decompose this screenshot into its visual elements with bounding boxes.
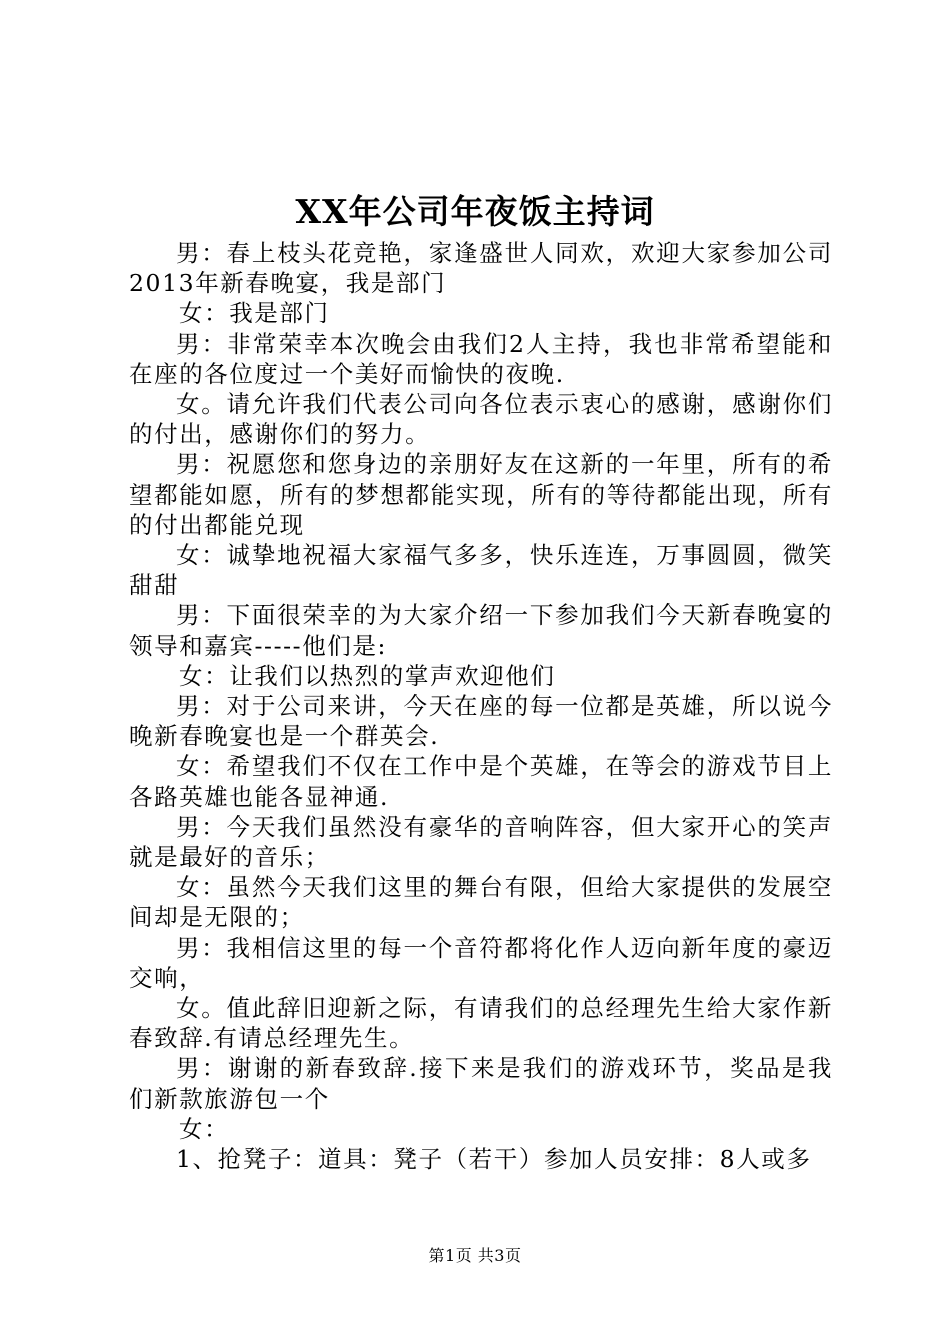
paragraph: 女：虽然今天我们这里的舞台有限，但给大家提供的发展空间却是无限的； — [129, 873, 833, 932]
paragraph: 女：诚挚地祝福大家福气多多，快乐连连，万事圆圆，微笑甜甜 — [129, 541, 833, 600]
paragraph: 男：下面很荣幸的为大家介绍一下参加我们今天新春晚宴的领导和嘉宾-----他们是: — [129, 601, 833, 660]
paragraph: 男：非常荣幸本次晚会由我们2人主持，我也非常希望能和在座的各位度过一个美好而愉快的夜晚. — [129, 329, 833, 388]
paragraph: 男：我相信这里的每一个音符都将化作人迈向新年度的豪迈交响， — [129, 933, 833, 992]
paragraph: 男：祝愿您和您身边的亲朋好友在这新的一年里，所有的希望都能如愿，所有的梦想都能实现，所有的等待都能出现，所有的付出都能兑现 — [129, 450, 833, 539]
paragraph: 女。请允许我们代表公司向各位表示衷心的感谢，感谢你们的付出，感谢你们的努力。 — [129, 390, 833, 449]
paragraph: 男：今天我们虽然没有豪华的音响阵容，但大家开心的笑声就是最好的音乐； — [129, 812, 833, 872]
paragraph: 女： — [179, 1114, 230, 1143]
paragraph: 女：让我们以热烈的掌声欢迎他们 — [179, 661, 556, 690]
paragraph: 女。值此辞旧迎新之际，有请我们的总经理先生给大家作新春致辞.有请总经理先生。 — [129, 994, 833, 1053]
document-title: XX年公司年夜饭主持词 — [295, 192, 655, 231]
paragraph: 男：对于公司来讲，今天在座的每一位都是英雄，所以说今晚新春晚宴也是一个群英会. — [129, 692, 833, 751]
paragraph: 1、抢凳子：道具：凳子（若干）参加人员安排：8人或多 — [176, 1145, 812, 1174]
paragraph: 男：春上枝头花竞艳，家逢盛世人同欢，欢迎大家参加公司2013年新春晚宴，我是部门 — [129, 239, 833, 298]
document-body — [129, 238, 833, 1174]
paragraph: 男：谢谢的新春致辞.接下来是我们的游戏环节，奖品是我们新款旅游包一个 — [129, 1054, 833, 1113]
paragraph: 女：我是部门 — [179, 299, 330, 328]
paragraph: 女：希望我们不仅在工作中是个英雄，在等会的游戏节目上各路英雄也能各显神通. — [129, 752, 833, 811]
page-footer: 第1页 共3页 — [428, 1246, 522, 1265]
